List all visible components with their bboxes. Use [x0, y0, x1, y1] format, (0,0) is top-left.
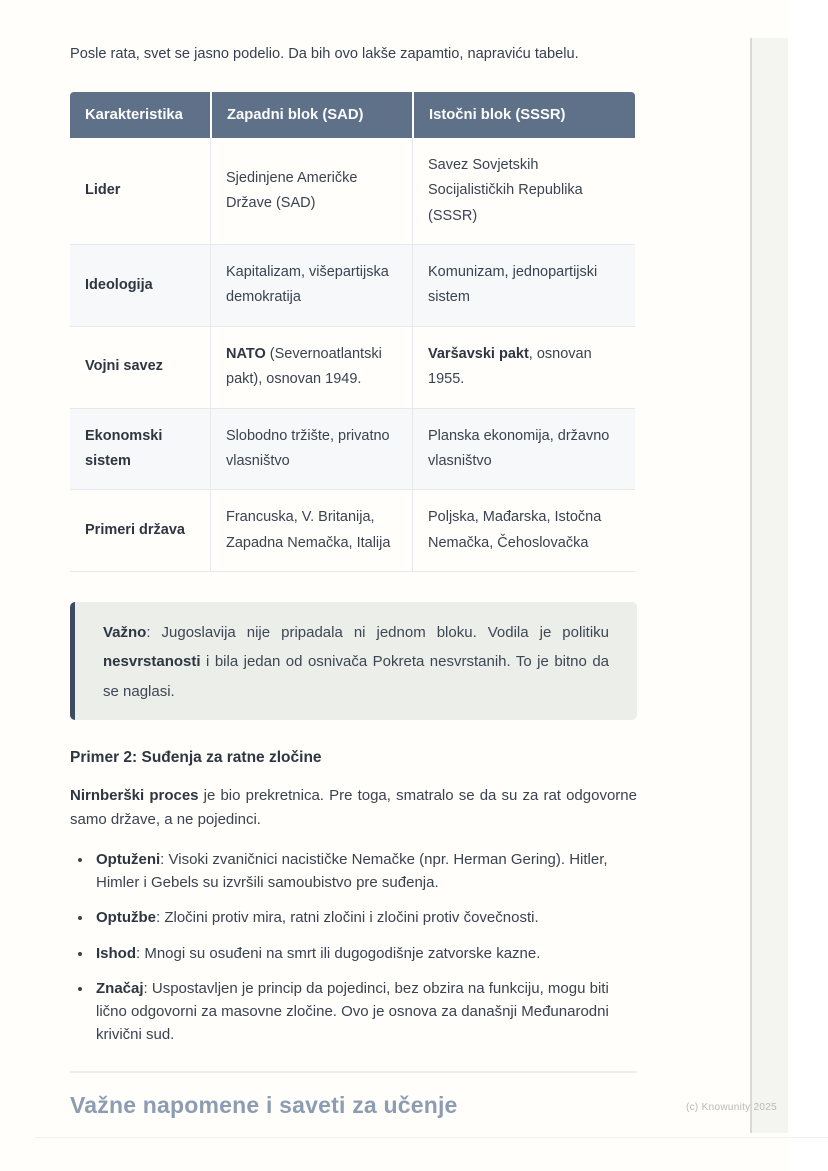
example-heading: Primer 2: Suđenja za ratne zločine [70, 748, 322, 766]
table-cell-east-bloc [412, 409, 635, 491]
table-header-cell: Karakteristika [70, 92, 210, 138]
bold-text: nesvrstanosti [103, 653, 201, 671]
table-row [70, 490, 635, 572]
table-cell-characteristic: Ideologija [70, 245, 210, 327]
text: Sjedinjene Američke Države (SAD) [226, 169, 358, 211]
table-header-cell: Zapadni blok (SAD) [210, 92, 412, 138]
bold-text: NATO [226, 345, 266, 362]
section-heading: Važne napomene i saveti za učenje [70, 1091, 458, 1118]
list-item [93, 942, 637, 965]
text: Kapitalizam, višepartijska demokratija [226, 264, 389, 306]
table-cell-west-bloc [210, 409, 412, 491]
comparison-table [70, 92, 635, 572]
text: Komunizam, jednopartijski sistem [428, 264, 598, 306]
table-header-cell: Istočni blok (SSSR) [412, 92, 635, 138]
important-callout [70, 602, 637, 720]
bold-text: Značaj [96, 979, 144, 997]
table-cell-characteristic: Ekonomski sistem [70, 409, 210, 491]
table-cell-west-bloc [210, 490, 412, 572]
section-divider [70, 1071, 637, 1073]
list-item [93, 977, 637, 1047]
bold-text: Ishod [96, 944, 136, 962]
list-item [93, 848, 637, 895]
text: : Mnogi su osuđeni na smrt ili dugogodišnje zatvorske kazne. [136, 944, 541, 962]
bold-text: Optužbe [96, 909, 156, 927]
watermark: (c) Knowunity 2025 [686, 1102, 778, 1113]
text: : Jugoslavija nije pripadala ni jednom bloku. Vodila je politiku [146, 624, 609, 642]
table-header-row [70, 92, 635, 138]
text: : Uspostavljen je princip da pojedinci, bez obzira na funkciju, mogu biti lično odgovorni za masovne zločine. Ovo je osnova za današnji Međunarodni krivični sud. [96, 979, 609, 1044]
table-body [70, 138, 635, 572]
scrollbar-track[interactable] [750, 38, 788, 1133]
table-cell-characteristic: Vojni savez [70, 327, 210, 409]
page-bottom-edge [35, 1137, 828, 1138]
document-content [70, 0, 637, 1119]
bold-text: Nirnberški proces [70, 786, 199, 804]
table-row [70, 409, 635, 491]
table-cell-east-bloc [412, 245, 635, 327]
bold-text: Optuženi [96, 850, 161, 868]
bold-text: Varšavski pakt [428, 345, 529, 362]
table-row [70, 245, 635, 327]
table-cell-characteristic: Primeri država [70, 490, 210, 572]
table-cell-east-bloc [412, 138, 635, 245]
list-item [93, 906, 637, 929]
bullet-list [70, 848, 637, 1047]
callout-text [103, 618, 609, 706]
text: je bio prekretnica. Pre toga, smatralo se da su za rat odgovorne samo države, a ne pojedinci. [70, 786, 637, 828]
table-row [70, 327, 635, 409]
table-cell-west-bloc [210, 327, 412, 409]
text: i bila jedan od osnivača Pokreta nesvrstanih. To je bitno da se naglasi. [103, 653, 609, 700]
text: : Visoki zvaničnici nacističke Nemačke (npr. Herman Gering). Hitler, Himler i Gebels su izvršili samoubistvo pre suđenja. [96, 850, 608, 892]
text: (Severnoatlantski pakt), osnovan 1949. [226, 345, 382, 388]
text: Planska ekonomija, državno vlasništvo [428, 427, 610, 469]
table-cell-east-bloc [412, 327, 635, 409]
example-paragraph [70, 784, 637, 832]
table-cell-east-bloc [412, 490, 635, 572]
text: Francuska, V. Britanija, Zapadna Nemačka, Italija [226, 509, 391, 551]
text: : Zločini protiv mira, ratni zločini i zločini protiv čovečnosti. [156, 909, 539, 927]
text: Poljska, Mađarska, Istočna Nemačka, Čehoslovačka [428, 509, 602, 551]
table-cell-west-bloc [210, 138, 412, 245]
intro-paragraph: Posle rata, svet se jasno podelio. Da bih ovo lakše zapamtio, napraviću tabelu. [70, 46, 579, 62]
text: Slobodno tržište, privatno vlasništvo [226, 427, 390, 469]
table-row [70, 138, 635, 245]
page-outside-area [788, 0, 828, 1171]
text: Savez Sovjetskih Socijalističkih Republika (SSSR) [428, 156, 583, 224]
text: , osnovan 1955. [428, 345, 592, 388]
table-cell-west-bloc [210, 245, 412, 327]
table-cell-characteristic: Lider [70, 138, 210, 245]
bold-text: Važno [103, 624, 147, 642]
